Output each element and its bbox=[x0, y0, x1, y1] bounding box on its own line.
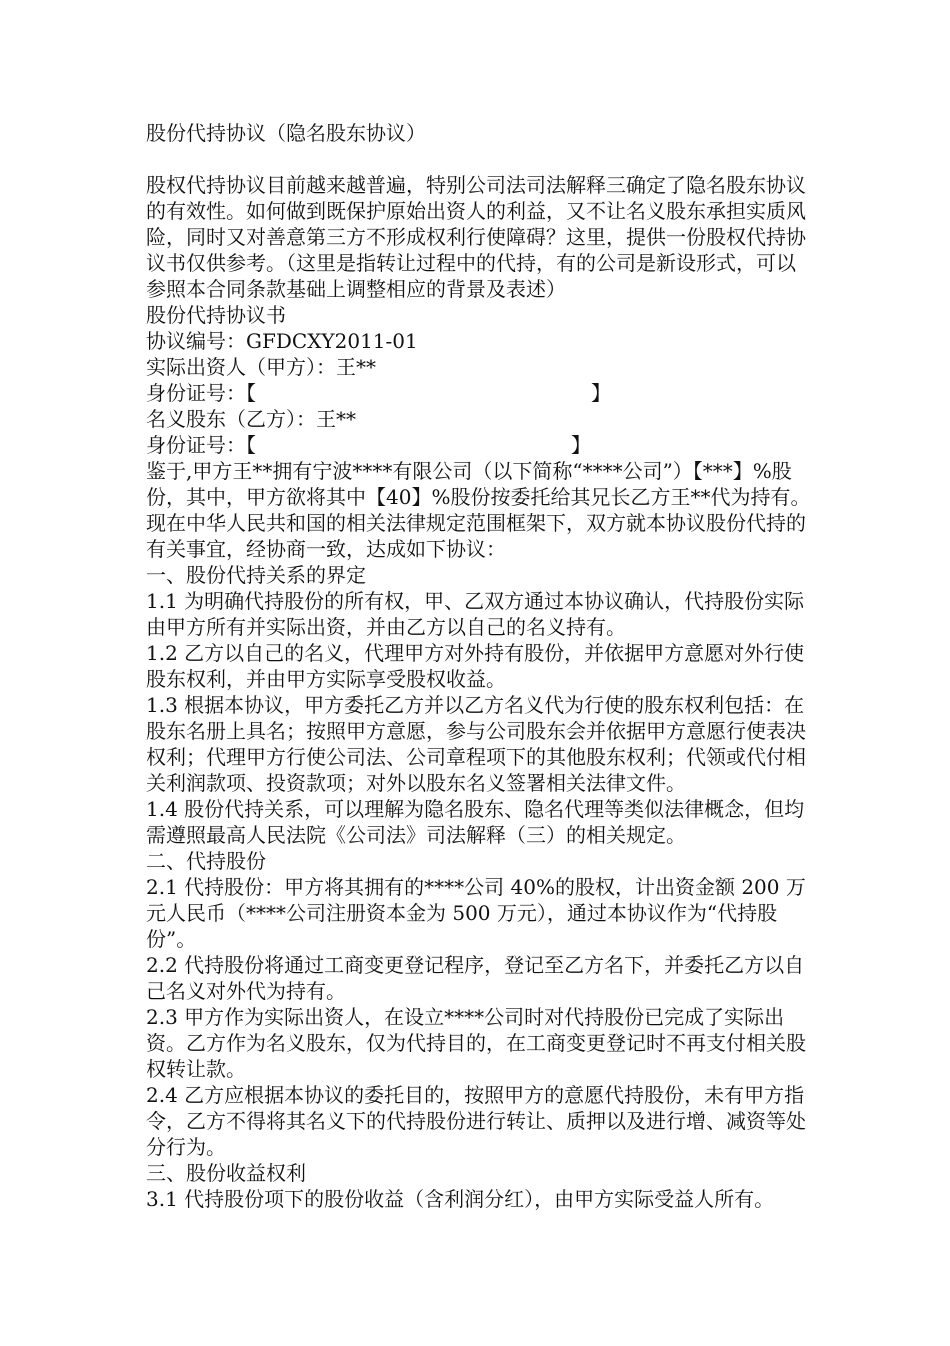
recital-paragraph: 鉴于,甲方王**拥有宁波****有限公司（以下简称“****公司”）【***】%股份，其中，甲方欲将其中【40】%股份按委托给其兄长乙方王**代为持有。现在中华人民共和国的相关法律规定范围框架下，双方就本协议股份代持的有关事宜，经协商一致，达成如下协议： bbox=[146, 459, 811, 561]
party-b: 名义股东（乙方）：王** bbox=[146, 407, 356, 431]
party-a-id-label: 身份证号：【 bbox=[146, 381, 256, 405]
party-b-id-line bbox=[146, 432, 811, 458]
clause-2-3: 2.3 甲方作为实际出资人，在设立****公司时对代持股份已完成了实际出资。乙方作为名义股东，仅为代持目的，在工商变更登记时不再支付相关股权转让款。 bbox=[146, 1005, 806, 1081]
clause-2-1: 2.1 代持股份：甲方将其拥有的****公司 40%的股权，计出资金额 200 万元人民币（****公司注册资本金为 500 万元），通过本协议作为“代持股份”。 bbox=[146, 875, 806, 951]
party-b-id-label: 身份证号：【 bbox=[146, 433, 256, 457]
section-1-heading: 一、股份代持关系的界定 bbox=[146, 563, 366, 587]
clause-2-4: 2.4 乙方应根据本协议的委托目的，按照甲方的意愿代持股份，未有甲方指令，乙方不得将其名义下的代持股份进行转让、质押以及进行增、减资等处分行为。 bbox=[146, 1083, 806, 1159]
party-b-id-blank bbox=[256, 432, 571, 458]
clause-1-3: 1.3 根据本协议，甲方委托乙方并以乙方名义代为行使的股东权利包括：在股东名册上具名；按照甲方意愿，参与公司股东会并依据甲方意愿行使表决权利；代理甲方行使公司法、公司章程项下的其他股东权利；代领或代付相关利润款项、投资款项；对外以股东名义签署相关法律文件。 bbox=[146, 693, 806, 795]
agreement-number: 协议编号：GFDCXY2011-01 bbox=[146, 329, 418, 353]
clause-2-2: 2.2 代持股份将通过工商变更登记程序，登记至乙方名下，并委托乙方以自己名义对外代为持有。 bbox=[146, 953, 805, 1003]
party-a-id-close: 】 bbox=[591, 381, 611, 405]
document-body bbox=[146, 172, 811, 1212]
section-2-heading: 二、代持股份 bbox=[146, 849, 266, 873]
clause-1-2: 1.2 乙方以自己的名义，代理甲方对外持有股份，并依据甲方意愿对外行使股东权利，并由甲方实际享受股权收益。 bbox=[146, 641, 805, 691]
party-b-id-close: 】 bbox=[571, 433, 591, 457]
party-a-id-line bbox=[146, 380, 811, 406]
clause-3-1: 3.1 代持股份项下的股份收益（含利润分红），由甲方实际受益人所有。 bbox=[146, 1187, 775, 1211]
clause-1-1: 1.1 为明确代持股份的所有权，甲、乙双方通过本协议确认，代持股份实际由甲方所有并实际出资，并由乙方以自己的名义持有。 bbox=[146, 589, 805, 639]
party-a-id-blank bbox=[256, 380, 591, 406]
party-a: 实际出资人（甲方）：王** bbox=[146, 355, 376, 379]
section-3-heading: 三、股份收益权利 bbox=[146, 1161, 306, 1185]
intro-paragraph: 股权代持协议目前越来越普遍，特别公司法司法解释三确定了隐名股东协议的有效性。如何做到既保护原始出资人的利益，又不让名义股东承担实质风险，同时又对善意第三方不形成权利行使障碍？这里，提供一份股权代持协议书仅供参考。（这里是指转让过程中的代持，有的公司是新设形式，可以参照本合同条款基础上调整相应的背景及表述） bbox=[146, 173, 806, 301]
document-title: 股份代持协议（隐名股东协议） bbox=[146, 121, 426, 145]
agreement-title: 股份代持协议书 bbox=[146, 303, 286, 327]
clause-1-4: 1.4 股份代持关系，可以理解为隐名股东、隐名代理等类似法律概念，但均需遵照最高人民法院《公司法》司法解释（三）的相关规定。 bbox=[146, 797, 805, 847]
